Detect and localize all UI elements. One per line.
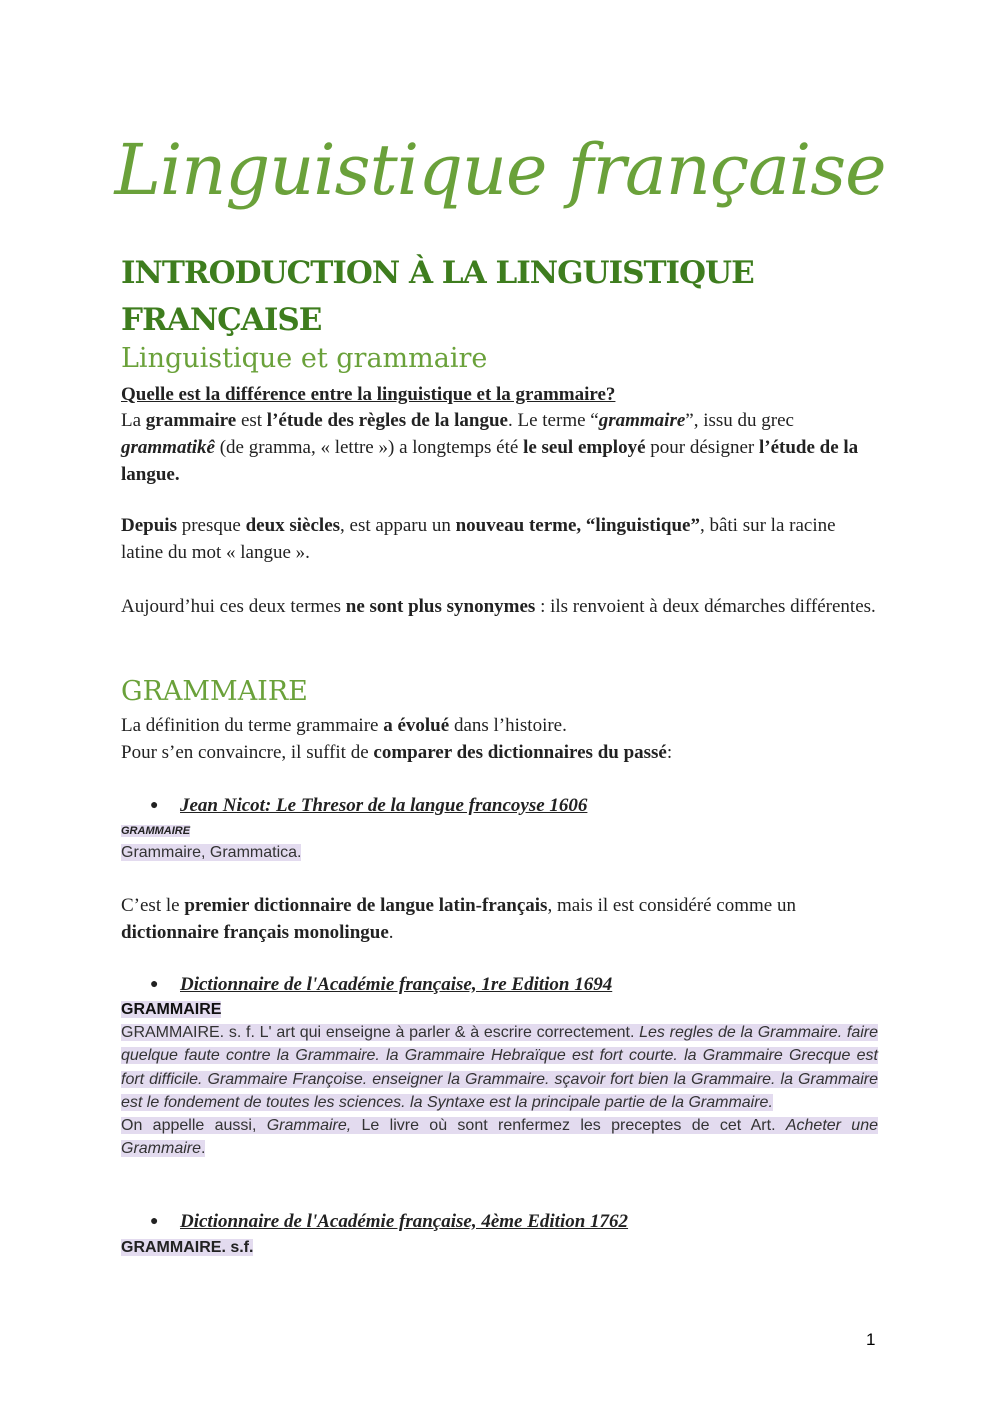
bullet-icon: ●: [150, 977, 159, 992]
dictionary-entry-heading: GRAMMAIRE: [121, 825, 191, 837]
section-heading-linguistique: Linguistique et grammaire: [121, 343, 488, 374]
paragraph-grammaire-definition: La grammaire est l’étude des règles de la langue. Le terme “grammaire”, issu du grec grammatikê (de gramma, « lettre ») a longtemps été le seul employé pour désigner l’étude de la langue.: [121, 410, 859, 485]
document-title: Linguistique française: [114, 129, 886, 211]
section-heading-grammaire: GRAMMAIRE: [121, 676, 308, 707]
paragraph-linguistique-origin: Depuis presque deux siècles, est apparu un nouveau terme, “linguistique”, bâti sur la racine latine du mot « langue ».: [121, 515, 836, 563]
paragraph-first-dictionary: C’est le premier dictionnaire de langue latin-français, mais il est considéré comme un dictionnaire français monolingue.: [121, 895, 796, 943]
dictionary-entry-body: GRAMMAIRE. s. f. L' art qui enseigne à parler & à escrire correctement. Les regles de la Grammaire. faire quelque faute contre la Grammaire. la Grammaire Hebraïque est fort courte. la Grammaire Grecque est fort difficile. Grammaire Françoise. enseigner la Grammaire. sçavoir fort bien la Grammaire. la Grammaire est le fondement de toutes les sciences. la Syntaxe est la principale partie de la Grammaire. On appelle aussi, Grammaire, Le livre où sont renfermez les preceptes de cet Art. Acheter une Grammaire.: [121, 1024, 879, 1158]
bullet-icon: ●: [150, 1214, 159, 1229]
main-heading: INTRODUCTION À LA LINGUISTIQUE FRANÇAISE: [121, 255, 754, 338]
page-number: 1: [866, 1330, 876, 1349]
paragraph-definition-evolved: La définition du terme grammaire a évolué dans l’histoire. Pour s’en convaincre, il suffit de comparer des dictionnaires du passé:: [121, 715, 673, 763]
bullet-icon: ●: [150, 798, 159, 813]
dictionary-entry-body: Grammaire, Grammatica.: [121, 844, 302, 861]
paragraph-not-synonyms: Aujourd’hui ces deux termes ne sont plus synonymes : ils renvoient à deux démarches différentes.: [121, 596, 876, 617]
bullet-item-academie-1762: ● Dictionnaire de l'Académie française, 4ème Edition 1762: [150, 1208, 628, 1235]
dictionary-entry-heading: GRAMMAIRE. s.f.: [121, 1239, 254, 1256]
dictionary-entry-heading: GRAMMAIRE: [121, 1001, 222, 1018]
bullet-item-academie-1694: ● Dictionnaire de l'Académie française, 1re Edition 1694: [150, 971, 612, 998]
question-line: Quelle est la différence entre la linguistique et la grammaire?: [121, 384, 616, 405]
bullet-item-nicot: ● Jean Nicot: Le Thresor de la langue francoyse 1606: [150, 792, 587, 819]
